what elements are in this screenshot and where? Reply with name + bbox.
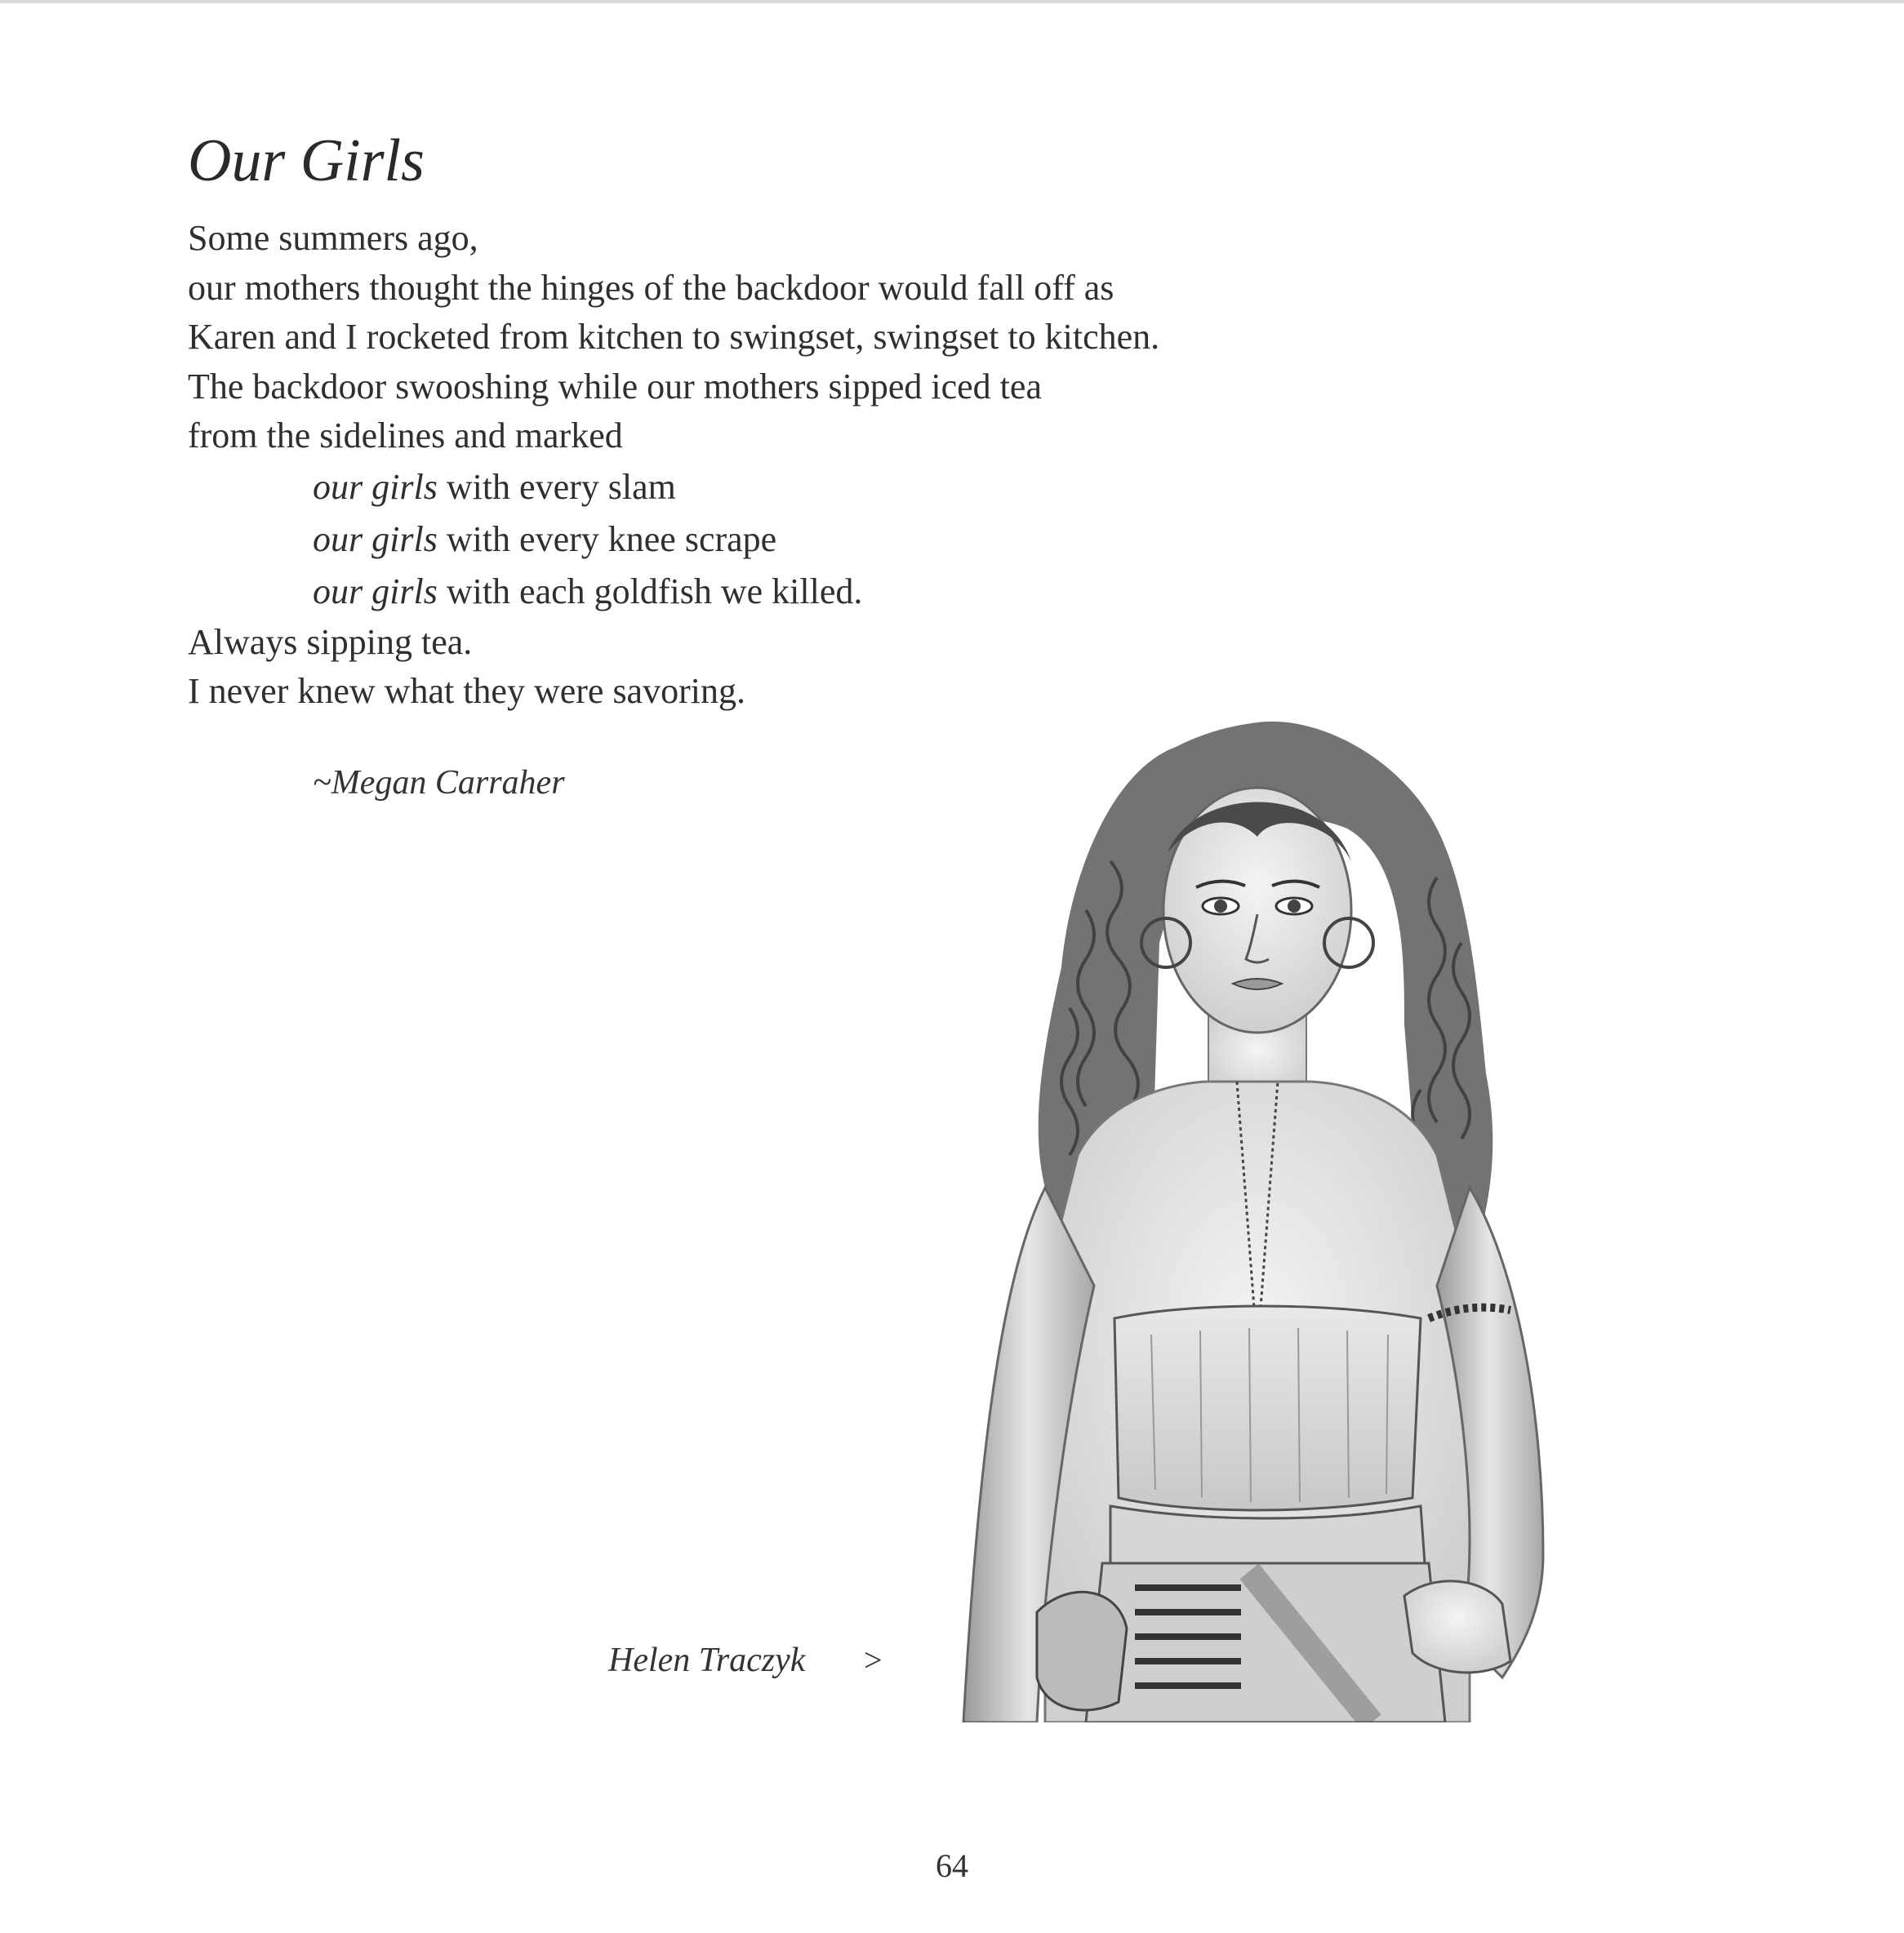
- poem-line: I never knew what they were savoring.: [188, 671, 745, 711]
- refrain-line: [188, 513, 1576, 566]
- poem-title: Our Girls: [188, 127, 425, 194]
- poem-line: Karen and I rocketed from kitchen to swingset, swingset to kitchen.: [188, 317, 1160, 357]
- poem-line: from the sidelines and marked: [188, 415, 623, 455]
- poem-line: Some summers ago,: [188, 218, 478, 258]
- page-number: 64: [936, 1847, 968, 1884]
- refrain-rest: with each goldfish we killed.: [437, 571, 863, 611]
- poem-line: Always sipping tea.: [188, 621, 473, 662]
- hand: [1404, 1581, 1510, 1673]
- poem-author: ~Megan Carraher: [313, 764, 565, 802]
- top-garment: [1114, 1306, 1421, 1510]
- poem-line: The backdoor swooshing while our mothers sipped iced tea: [188, 366, 1042, 407]
- refrain-italic: our girls: [313, 518, 438, 559]
- refrain-italic: our girls: [313, 571, 438, 611]
- refrain-italic: our girls: [313, 466, 438, 507]
- poem-body: [188, 214, 1576, 717]
- refrain-line: [188, 566, 1576, 618]
- refrain-rest: with every slam: [437, 466, 676, 507]
- arrow-right-icon: >: [864, 1642, 883, 1678]
- artist-credit: Helen Traczyk: [608, 1642, 806, 1679]
- refrain-rest: with every knee scrape: [437, 518, 777, 559]
- poem-line: our mothers thought the hinges of the backdoor would fall off as: [188, 267, 1114, 308]
- refrain-line: [188, 461, 1576, 513]
- top-edge-rule: [0, 0, 1904, 3]
- portrait-illustration: [947, 698, 1600, 1722]
